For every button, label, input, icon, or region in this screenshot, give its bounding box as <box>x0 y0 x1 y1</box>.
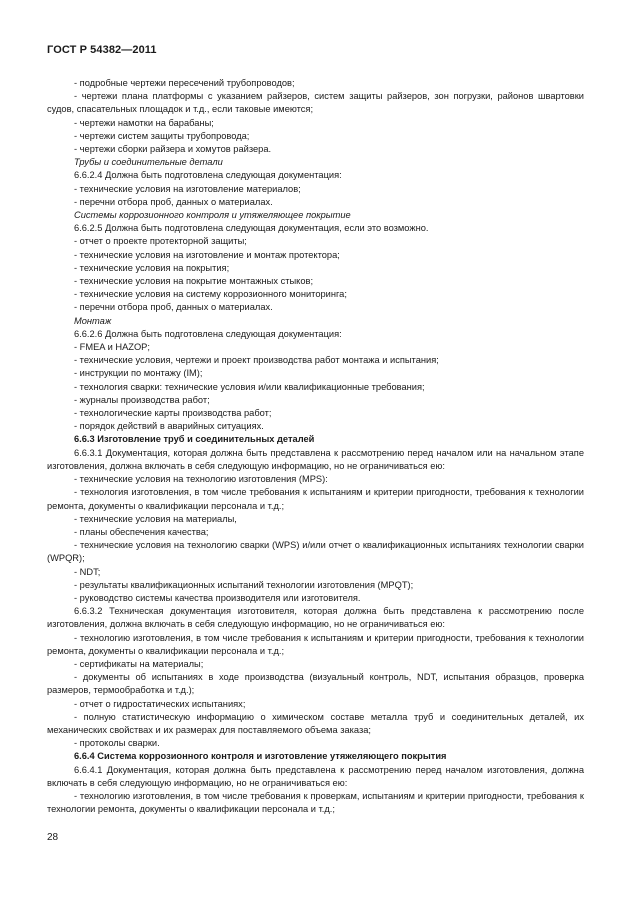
paragraph: - технические условия на систему коррозионного мониторинга; <box>74 289 347 300</box>
paragraph: - документы об испытаниях в ходе производства (визуальный контроль, NDT, испытания образцов, проверка размеров, термообработка и т.д.); <box>47 672 584 696</box>
section-heading: 6.6.3 Изготовление труб и соединительных деталей <box>74 434 315 445</box>
paragraph: - журналы производства работ; <box>74 394 210 405</box>
subsection-title: Трубы и соединительные детали <box>74 157 223 168</box>
paragraph: - результаты квалификационных испытаний технологии изготовления (MPQT); <box>74 579 414 590</box>
paragraph: - технологические карты производства работ; <box>74 408 272 419</box>
paragraph: - технология изготовления, в том числе требования к испытаниям и критерии пригодности, требования к технологии ремонта, документы о квалификации персонала и т.д.; <box>47 487 584 511</box>
paragraph: - чертежи намотки на барабаны; <box>74 117 214 128</box>
paragraph: - технические условия на покрытие монтажных стыков; <box>74 276 314 287</box>
paragraph: - технология сварки: технические условия и/или квалификационные требования; <box>74 381 425 392</box>
paragraph: - технические условия на технологию сварки (WPS) и/или отчет о квалификационных испытаниях технологии сварки (WPQR); <box>47 540 584 564</box>
page-header-doc-number: ГОСТ Р 54382—2011 <box>47 44 157 56</box>
subsection-title: Системы коррозионного контроля и утяжеляющее покрытие <box>74 210 351 221</box>
document-body <box>47 77 584 816</box>
paragraph: 6.6.3.2 Техническая документация изготовителя, которая должна быть представлена к рассмотрению после изготовления, должна включать в себя следующую информацию, но не ограничиваться ею: <box>47 606 584 630</box>
paragraph: 6.6.2.5 Должна быть подготовлена следующая документация, если это возможно. <box>74 223 429 234</box>
paragraph: - протоколы сварки. <box>74 738 160 749</box>
paragraph: - сертификаты на материалы; <box>74 658 204 669</box>
paragraph: - технические условия на технологию изготовления (MPS): <box>74 474 328 485</box>
paragraph: - чертежи сборки райзера и хомутов райзера. <box>74 144 272 155</box>
paragraph: 6.6.2.6 Должна быть подготовлена следующая документация: <box>74 328 342 339</box>
paragraph: - технологию изготовления, в том числе требования к испытаниям и критерии пригодности, требования к технологии ремонта, документы о квалификации персонала и т.д.; <box>47 632 584 656</box>
paragraph: - планы обеспечения качества; <box>74 526 209 537</box>
paragraph: - технологию изготовления, в том числе требования к проверкам, испытаниям и критерии пригодности, требования к технологии ремонта, документы о квалификации персонала и т.д.; <box>47 790 584 815</box>
paragraph: - технические условия на материалы, <box>74 513 237 524</box>
paragraph: - перечни отбора проб, данных о материалах. <box>74 196 273 207</box>
paragraph: - технические условия на изготовление материалов; <box>74 183 301 194</box>
paragraph: 6.6.2.4 Должна быть подготовлена следующая документация: <box>74 170 342 181</box>
paragraph: - инструкции по монтажу (IM); <box>74 368 203 379</box>
paragraph: - отчет о проекте протекторной защиты; <box>74 236 247 247</box>
page-number: 28 <box>47 832 59 843</box>
paragraph: - полную статистическую информацию о химическом составе металла труб и соединительных деталей, их механических свойствах и их размерах для поставляемого объема заказа; <box>47 711 584 735</box>
paragraph: - порядок действий в аварийных ситуациях. <box>74 421 264 432</box>
section-heading: 6.6.4 Система коррозионного контроля и изготовление утяжеляющего покрытия <box>74 751 447 762</box>
paragraph: - FMEA и HAZOP; <box>74 342 150 353</box>
paragraph: - подробные чертежи пересечений трубопроводов; <box>74 78 295 88</box>
paragraph: 6.6.3.1 Документация, которая должна быть представлена к рассмотрению перед началом или на начальном этапе изготовления, должна включать в себя следующую информацию, но не ограничиваться ею: <box>47 447 584 471</box>
paragraph: - технические условия, чертежи и проект производства работ монтажа и испытания; <box>74 355 439 366</box>
paragraph: - чертежи плана платформы с указанием райзеров, систем защиты райзеров, зон погрузки, районов швартовки судов, спасательных площадок и т.д., если таковые имеются; <box>47 91 584 115</box>
paragraph: 6.6.4.1 Документация, которая должна быть представлена к рассмотрению перед началом изготовления, должна включать в себя следующую информацию, но не ограничиваться ею: <box>47 764 584 788</box>
paragraph: - технические условия на изготовление и монтаж протектора; <box>74 249 340 260</box>
paragraph: - отчет о гидростатических испытаниях; <box>74 698 246 709</box>
subsection-title: Монтаж <box>74 315 112 326</box>
paragraph: - технические условия на покрытия; <box>74 262 230 273</box>
paragraph: - NDT; <box>74 566 101 577</box>
paragraph: - чертежи систем защиты трубопровода; <box>74 130 250 141</box>
paragraph: - перечни отбора проб, данных о материалах. <box>74 302 273 313</box>
paragraph: - руководство системы качества производителя или изготовителя. <box>74 592 361 603</box>
